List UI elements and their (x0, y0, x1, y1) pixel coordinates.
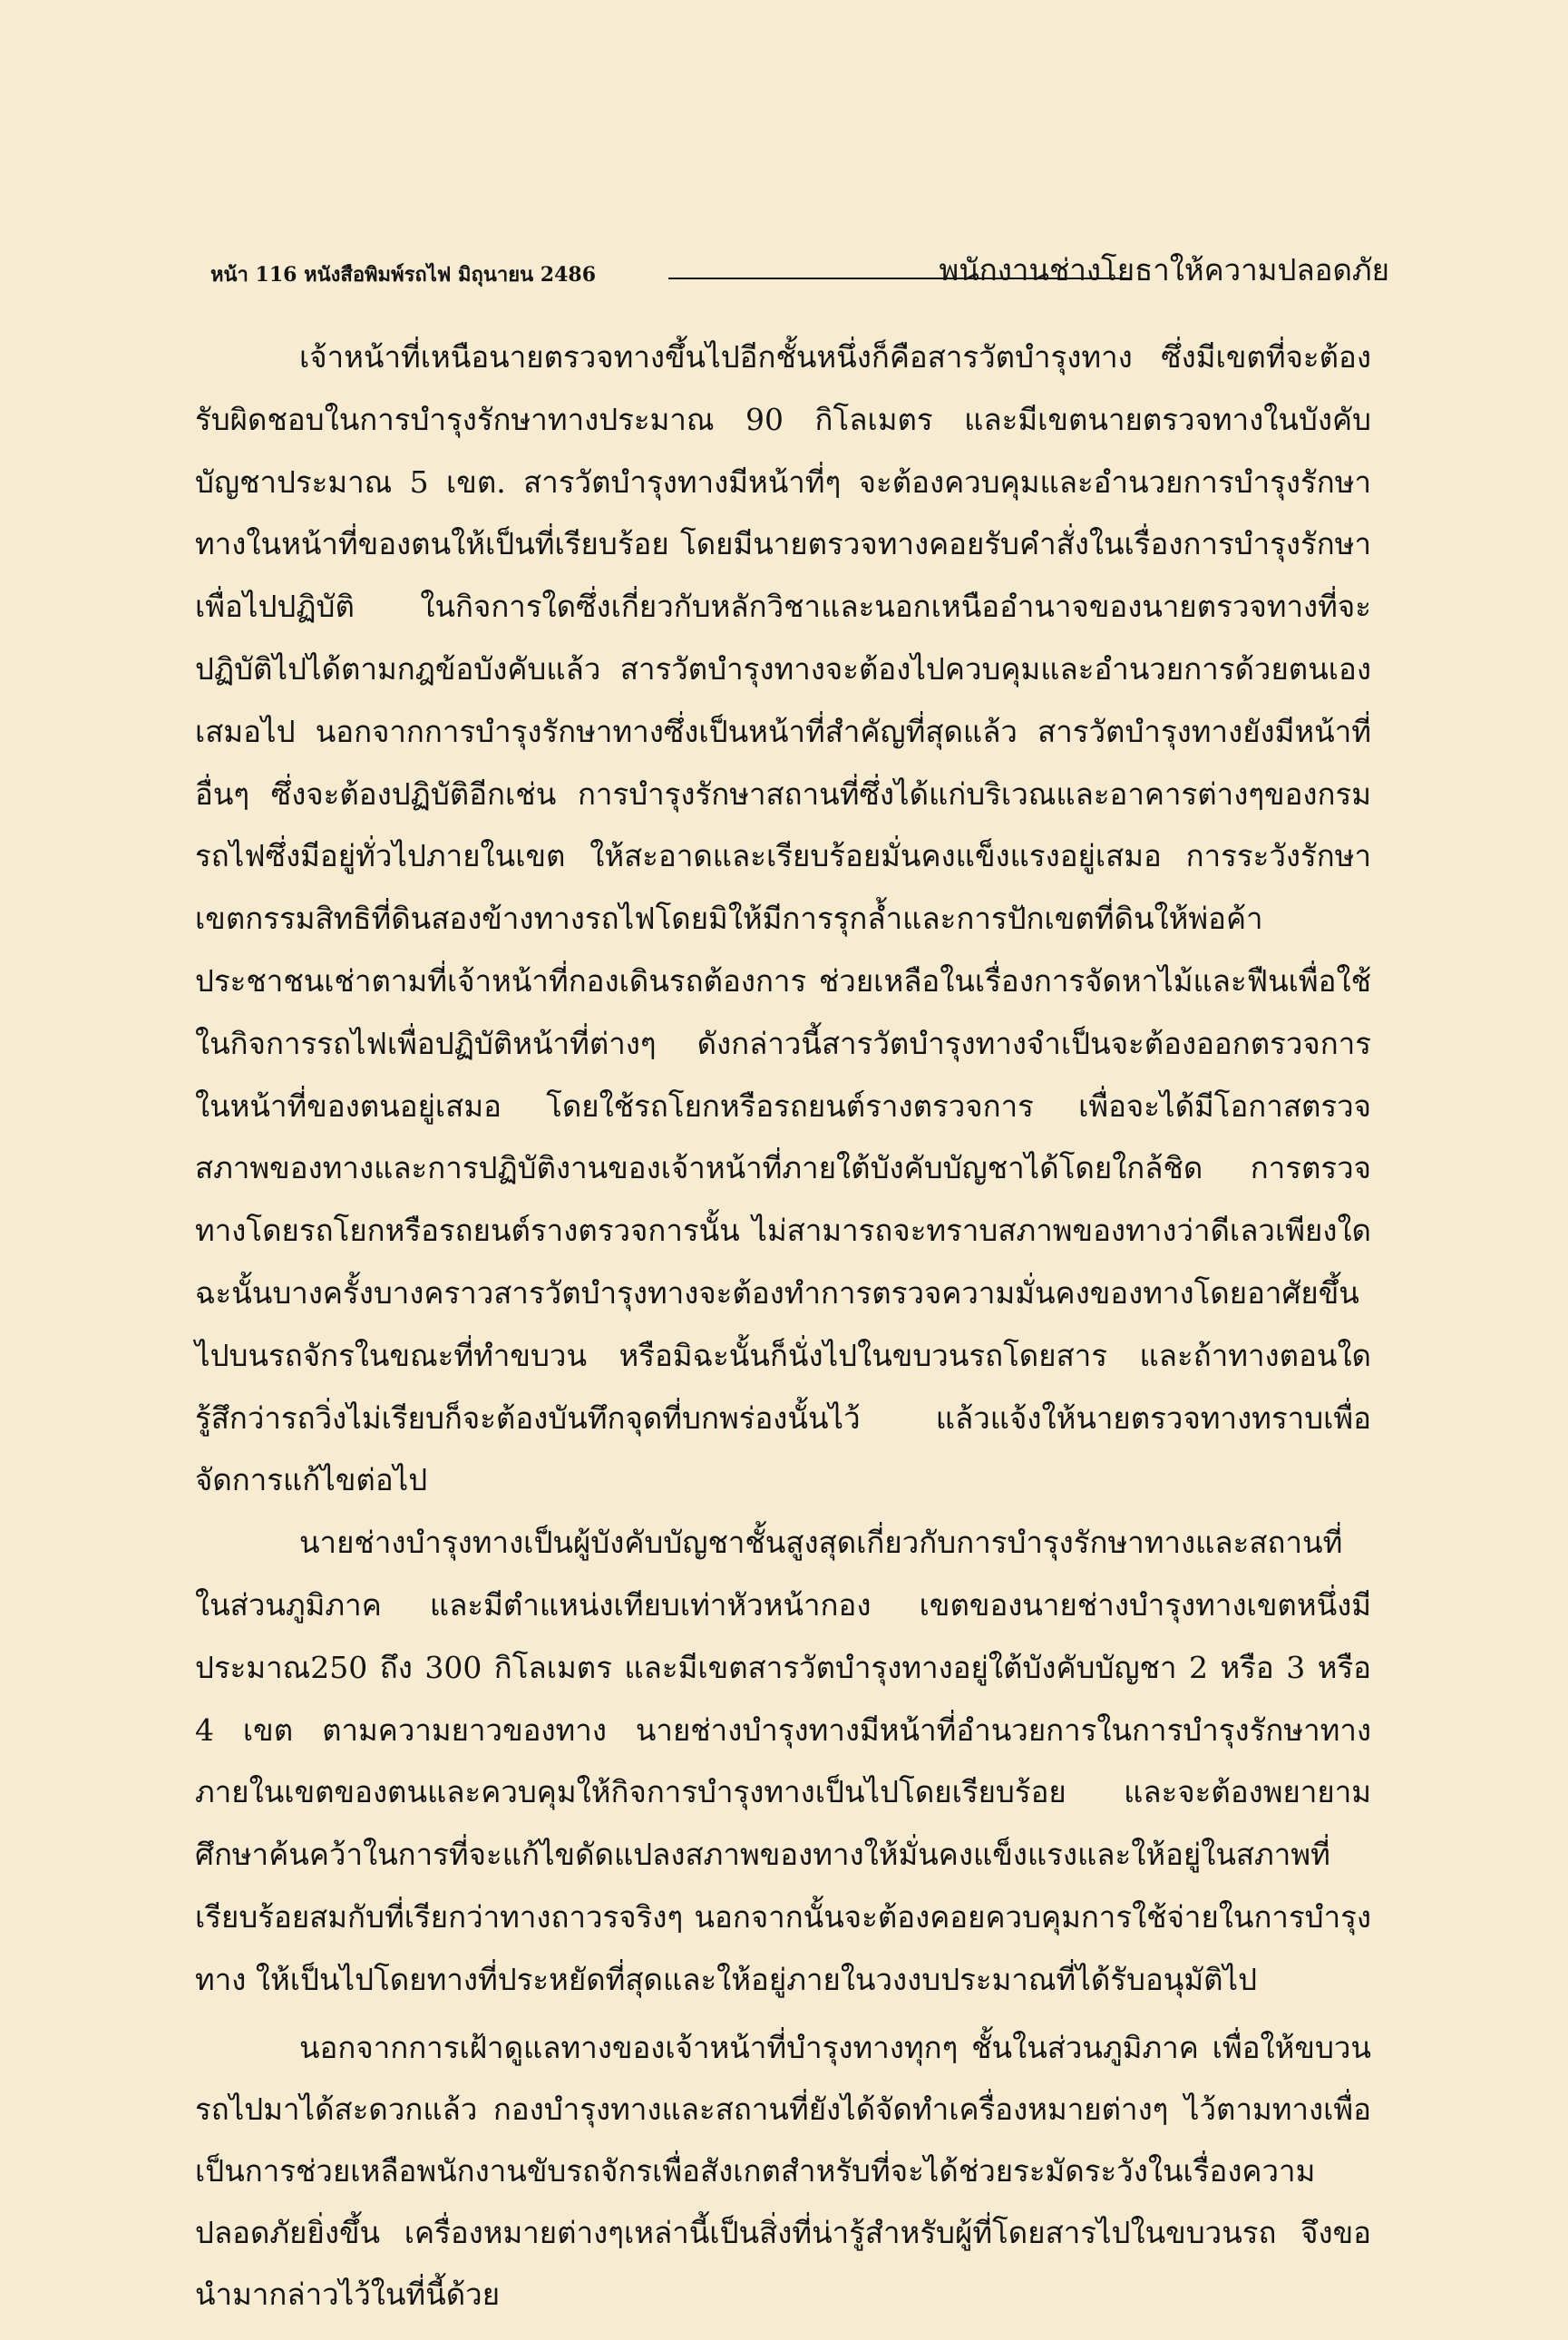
paragraph-inspector: เจ้าหน้าที่เหนือนายตรวจทางขึ้นไปอีกชั้นหนึ่งก็คือสารวัตบำรุงทาง ซึ่งมีเขตที่จะต้องรับผิดชอบในการบำรุงรักษาทางประมาณ 90 กิโลเมตร และมีเขตนายตรวจทางในบังคับบัญชาประมาณ 5 เขต. สารวัตบำรุงทางมีหน้าที่ๆ จะต้องควบคุมและอำนวยการบำรุงรักษาทางในหน้าที่ของตนให้เป็นที่เรียบร้อย โดยมีนายตรวจทางคอยรับคำสั่งในเรื่องการบำรุงรักษาเพื่อไปปฏิบัติ ในกิจการใดซึ่งเกี่ยวกับหลักวิชาและนอกเหนืออำนาจของนายตรวจทางที่จะปฏิบัติไปได้ตามกฎข้อบังคับแล้ว สารวัตบำรุงทางจะต้องไปควบคุมและอำนวยการด้วยตนเองเสมอไป นอกจากการบำรุงรักษาทางซึ่งเป็นหน้าที่สำคัญที่สุดแล้ว สารวัตบำรุงทางยังมีหน้าที่อื่นๆ ซึ่งจะต้องปฏิบัติอีกเช่น การบำรุงรักษาสถานที่ซึ่งได้แก่บริเวณและอาคารต่างๆของกรมรถไฟซึ่งมีอยู่ทั่วไปภายในเขต ให้สะอาดและเรียบร้อยมั่นคงแข็งแรงอยู่เสมอ การระวังรักษาเขตกรรมสิทธิที่ดินสองข้างทางรถไฟโดยมิให้มีการรุกล้ำและการปักเขตที่ดินให้พ่อค้าประชาชนเช่าตามที่เจ้าหน้าที่กองเดินรถต้องการ ช่วยเหลือในเรื่องการจัดหาไม้และฟืนเพื่อใช้ในกิจการรถไฟเพื่อปฏิบัติหน้าที่ต่างๆ ดังกล่าวนี้สารวัตบำรุงทางจำเป็นจะต้องออกตรวจการในหน้าที่ของตนอยู่เสมอ โดยใช้รถโยกหรือรถยนต์รางตรวจการ เพื่อจะได้มีโอกาสตรวจสภาพของทางและการปฏิบัติงานของเจ้าหน้าที่ภายใต้บังคับบัญชาได้โดยใกล้ชิด การตรวจทางโดยรถโยกหรือรถยนต์รางตรวจการนั้น ไม่สามารถจะทราบสภาพของทางว่าดีเลวเพียงใด ฉะนั้นบางครั้งบางคราวสารวัตบำรุงทางจะต้องทำการตรวจความมั่นคงของทางโดยอาศัยขึ้นไปบนรถจักรในขณะที่ทำขบวน หรือมิฉะนั้นก็นั่งไปในขบวนรถโดยสาร และถ้าทางตอนใดรู้สึกว่ารถวิ่งไม่เรียบก็จะต้องบันทึกจุดที่บกพร่องนั้นไว้ แล้วแจ้งให้นายตรวจทางทราบเพื่อจัดการแก้ไขต่อไป (195, 339, 1371, 1498)
running-header (210, 243, 1389, 297)
paragraph-signs: นอกจากการเฝ้าดูแลทางของเจ้าหน้าที่บำรุงทางทุกๆ ชั้นในส่วนภูมิภาค เพื่อให้ขบวนรถไปมาได้สะดวกแล้ว กองบำรุงทางและสถานที่ยังได้จัดทำเครื่องหมายต่างๆ ไว้ตามทางเพื่อเป็นการช่วยเหลือพนักงานขับรถจักรเพื่อสังเกตสำหรับที่จะได้ช่วยระมัดระวังในเรื่องความปลอดภัยยิ่งขึ้น เครื่องหมายต่างๆเหล่านี้เป็นสิ่งที่น่ารู้สำหรับผู้ที่โดยสารไปในขบวนรถ จึงขอนำมากล่าวไว้ในที่นี้ด้วย (195, 2029, 1371, 2312)
article-body (195, 327, 1371, 2325)
header-article-title: พนักงานช่างโยธาให้ความปลอดภัย (939, 252, 1389, 288)
header-page-info: หน้า 116 หนังสือพิมพ์รถไฟ มิถุนายน 2486 (210, 263, 597, 287)
paragraph-engineer: นายช่างบำรุงทางเป็นผู้บังคับบัญชาชั้นสูงสุดเกี่ยวกับการบำรุงรักษาทางและสถานที่ในส่วนภูมิภาค และมีตำแหน่งเทียบเท่าหัวหน้ากอง เขตของนายช่างบำรุงทางเขตหนึ่งมีประมาณ250 ถึง 300 กิโลเมตร และมีเขตสารวัตบำรุงทางอยู่ใต้บังคับบัญชา 2 หรือ 3 หรือ 4 เขต ตามความยาวของทาง นายช่างบำรุงทางมีหน้าที่อำนวยการในการบำรุงรักษาทางภายในเขตของตนและควบคุมให้กิจการบำรุงทางเป็นไปโดยเรียบร้อย และจะต้องพยายามศึกษาค้นคว้าในการที่จะแก้ไขดัดแปลงสภาพของทางให้มั่นคงแข็งแรงและให้อยู่ในสภาพที่เรียบร้อยสมกับที่เรียกว่าทางถาวรจริงๆ นอกจากนั้นจะต้องคอยควบคุมการใช้จ่ายในการบำรุงทาง ให้เป็นไปโดยทางที่ประหยัดที่สุดและให้อยู่ภายในวงงบประมาณที่ได้รับอนุมัติไป (195, 1525, 1371, 1997)
